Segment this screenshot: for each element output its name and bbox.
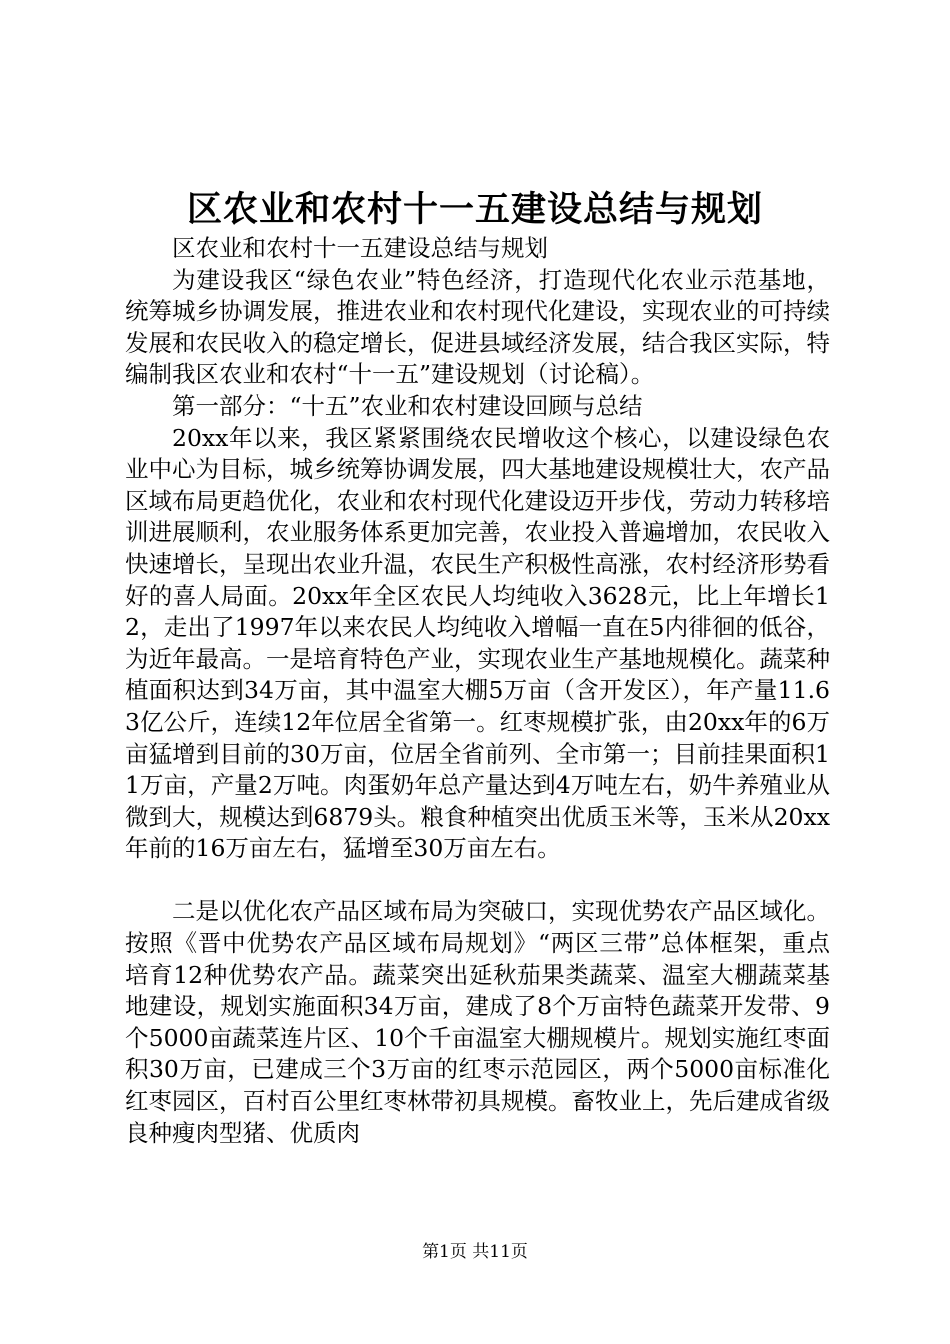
paragraph-subtitle: 区农业和农村十一五建设总结与规划 [172,234,548,262]
paragraph-review: 20xx年以来，我区紧紧围绕农民增收这个核心，以建设绿色农业中心为目标，城乡统筹协调发展，四大基地建设规模壮大，农产品区域布局更趋优化，农业和农村现代化建设迈开步伐，劳动力转移培训进展顺利，农业服务体系更加完善，农业投入普遍增加，农民收入快速增长，呈现出农业升温，农民生产积极性高涨，农村经济形势看好的喜人局面。20xx年全区农民人均纯收入3628元，比上年增长12，走出了1997年以来农民人均纯收入增幅一直在5内徘徊的低谷，为近年最高。一是培育特色产业，实现农业生产基地规模化。蔬菜种植面积达到34万亩，其中温室大棚5万亩（含开发区），年产量11.63亿公斤，连续12年位居全省第一。红枣规模扩张，由20xx年的6万亩猛增到目前的30万亩，位居全省前列、全市第一；目前挂果面积11万亩，产量2万吨。肉蛋奶年总产量达到4万吨左右，奶牛养殖业从微到大，规模达到6879头。粮食种植突出优质玉米等，玉米从20xx年前的16万亩左右，猛增至30万亩左右。 [125,423,830,863]
document-body [125,233,830,1149]
paragraph-intro: 为建设我区“绿色农业”特色经济，打造现代化农业示范基地，统筹城乡协调发展，推进农业和农村现代化建设，实现农业的可持续发展和农民收入的稳定增长，促进县域经济发展，结合我区实际，特编制我区农业和农村“十一五”建设规划（讨论稿）。 [125,265,830,389]
paragraph-section-heading: 第一部分：“十五”农业和农村建设回顾与总结 [172,391,643,420]
document-title: 区农业和农村十一五建设总结与规划 [186,189,763,230]
page-footer: 第1页 共11页 [422,1242,528,1262]
paragraph-regional-layout: 二是以优化农产品区域布局为突破口，实现优势农产品区域化。按照《晋中优势农产品区域布局规划》“两区三带”总体框架，重点培育12种优势农产品。蔬菜突出延秋茄果类蔬菜、温室大棚蔬菜基地建设，规划实施面积34万亩，建成了8个万亩特色蔬菜开发带、9个5000亩蔬菜连片区、10个千亩温室大棚规模片。规划实施红枣面积30万亩，已建成三个3万亩的红枣示范园区，两个5000亩标准化红枣园区，百村百公里红枣林带初具规模。畜牧业上，先后建成省级良种瘦肉型猪、优质肉 [125,897,830,1147]
